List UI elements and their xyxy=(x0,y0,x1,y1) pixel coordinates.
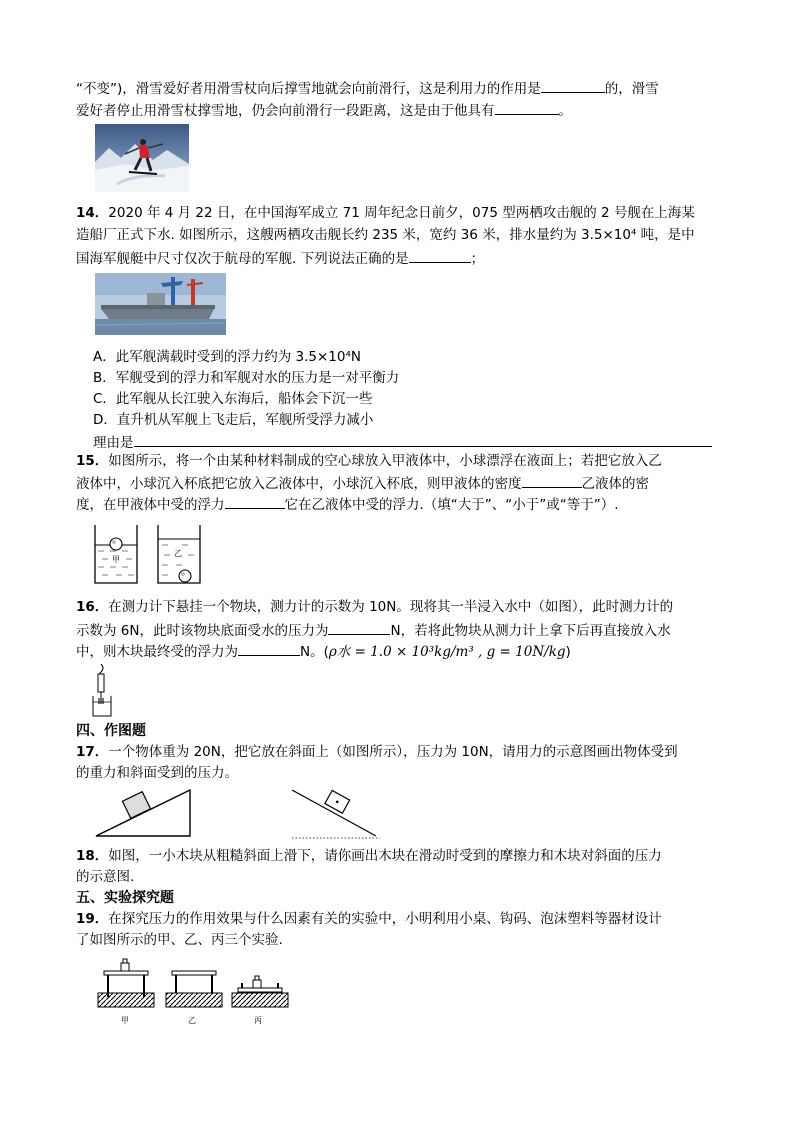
q16-text-2b: N，若将此物块从测力计上拿下后再直接放入水 xyxy=(390,623,671,639)
q16-number: 16． xyxy=(76,599,109,615)
q14-reason-blank[interactable] xyxy=(134,432,712,447)
q19-experiment-figure xyxy=(96,955,301,1030)
q16-line-2 xyxy=(76,620,671,640)
q16-text-3b: N。( xyxy=(300,644,329,660)
q19-text-2: 了如图所示的甲、乙、丙三个实验. xyxy=(76,932,283,948)
warship-photo xyxy=(95,273,226,335)
q17-line-2 xyxy=(76,764,238,782)
beaker-yi-label: 乙 xyxy=(174,549,182,558)
q15-text-3b: 它在乙液体中受的浮力.（填“大于”、“小于”或“等于”）. xyxy=(284,497,619,513)
q17-incline-figure xyxy=(94,786,194,838)
q14-text-3b: ； xyxy=(470,251,485,267)
q15-text-2b: 乙液体的密 xyxy=(581,476,649,492)
q19-line-2 xyxy=(76,931,283,949)
q14-reason-label: 理由是 xyxy=(93,435,134,451)
q13-text-1b: 的，滑雪 xyxy=(604,81,659,97)
q13-line-1 xyxy=(76,78,659,98)
q15-text-2a: 液体中，小球沉入杯底把它放入乙液体中，小球沉入杯底，则甲液体的密度 xyxy=(76,476,522,492)
q15-text-3a: 度，在甲液体中受的浮力 xyxy=(76,497,225,513)
q16-blank-2[interactable] xyxy=(238,641,300,656)
q15-blank-1[interactable] xyxy=(522,473,582,488)
label-bing: 丙 xyxy=(254,1016,262,1025)
label-yi: 乙 xyxy=(188,1016,196,1025)
q18-number: 18． xyxy=(76,848,109,864)
setup-yi xyxy=(166,971,222,1025)
beaker-yi xyxy=(158,525,200,583)
q16-text-1: 在测力计下悬挂一个物块，测力计的示数为 10N。现将其一半浸入水中（如图），此时测力计的 xyxy=(108,599,674,615)
q14-option-a[interactable]: A．此军舰满载时受到的浮力约为 3.5×10⁴N xyxy=(93,349,361,365)
q18-text-1: 如图，一小木块从粗糙斜面上滑下，请你画出木块在滑动时受到的摩擦力和木块对斜面的压力 xyxy=(108,848,662,864)
q13-blank-1[interactable] xyxy=(541,78,605,93)
q16-text-2a: 示数为 6N，此时该物块底面受水的压力为 xyxy=(76,623,329,639)
q16-line-1 xyxy=(76,598,673,616)
q14-number: 14． xyxy=(76,205,109,221)
q14-line-1 xyxy=(76,204,695,222)
q14-text-1: 2020 年 4 月 22 日，在中国海军成立 71 周年纪念日前夕，075 型两栖攻击舰的 2 号舰在上海某 xyxy=(108,205,695,221)
setup-jia xyxy=(98,959,154,1025)
q19-line-1 xyxy=(76,910,662,928)
q17-line-1 xyxy=(76,743,678,761)
q17-number: 17． xyxy=(76,744,109,760)
q15-line-2 xyxy=(76,473,649,493)
q17-text-2: 的重力和斜面受到的压力。 xyxy=(76,765,238,781)
setup-bing xyxy=(232,976,288,1025)
q14-text-2: 造船厂正式下水. 如图所示，这艘两栖攻击舰长约 235 米，宽约 36 米，排水量约为 3.5×10⁴ 吨，是中 xyxy=(76,227,695,243)
q14-line-3 xyxy=(76,248,484,268)
q15-text-1: 如图所示，将一个由某种材料制成的空心球放入甲液体中，小球漂浮在液面上；若把它放入乙 xyxy=(108,453,662,469)
q13-text-2a: 爱好者停止用滑雪杖撑雪地，仍会向前滑行一段距离，这是由于他具有 xyxy=(76,103,495,119)
section-5-heading: 五、实验探究题 xyxy=(76,890,174,906)
beaker-jia xyxy=(95,525,137,583)
q16-blank-1[interactable] xyxy=(328,620,390,635)
q19-text-1: 在探究压力的作用效果与什么因素有关的实验中，小明利用小桌、钩码、泡沫塑料等器材设计 xyxy=(108,911,662,927)
skier-photo xyxy=(95,124,189,192)
q17-block xyxy=(122,792,150,819)
q18-line-2 xyxy=(76,868,134,886)
q18-incline-figure xyxy=(288,786,383,842)
q14-line-2 xyxy=(76,226,695,244)
q13-blank-2[interactable] xyxy=(495,100,559,115)
section-4-heading: 四、作图题 xyxy=(76,723,146,739)
q14-reason-line xyxy=(93,432,712,452)
beaker-jia-label: 甲 xyxy=(112,555,120,564)
q15-beakers-figure xyxy=(92,523,207,586)
q16-text-3c: ) xyxy=(565,644,571,660)
q15-blank-2[interactable] xyxy=(225,494,285,509)
q14-blank[interactable] xyxy=(409,248,471,263)
q14-option-b[interactable]: B．军舰受到的浮力和军舰对水的压力是一对平衡力 xyxy=(93,370,400,386)
q18-line-1 xyxy=(76,847,662,865)
q15-line-1 xyxy=(76,452,662,470)
q14-option-d[interactable]: D．直升机从军舰上飞走后，军舰所受浮力减小 xyxy=(93,412,374,428)
q13-text-2b: 。 xyxy=(558,103,572,119)
label-jia: 甲 xyxy=(121,1016,129,1025)
q17-text-1: 一个物体重为 20N，把它放在斜面上（如图所示），压力为 10N，请用力的示意图画出物体受到 xyxy=(108,744,678,760)
q15-line-3 xyxy=(76,494,619,514)
q18-text-2: 的示意图. xyxy=(76,869,135,885)
q13-line-2 xyxy=(76,100,572,120)
q19-number: 19． xyxy=(76,911,109,927)
q16-formula: ρ水 = 1.0 × 10³kg/m³ , g = 10N/kg xyxy=(328,644,566,660)
q14-text-3a: 国海军舰艇中尺寸仅次于航母的军舰. 下列说法正确的是 xyxy=(76,251,409,267)
q16-text-3a: 中，则木块最终受的浮力为 xyxy=(76,644,238,660)
q16-line-3 xyxy=(76,641,571,661)
q13-text-1a: “不变”)，滑雪爱好者用滑雪杖向后撑雪地就会向前滑行，这是利用力的作用是 xyxy=(76,81,541,97)
q14-option-c[interactable]: C．此军舰从长江驶入东海后，船体会下沉一些 xyxy=(93,391,373,407)
q16-spring-scale-figure xyxy=(92,664,112,718)
q15-number: 15． xyxy=(76,453,109,469)
